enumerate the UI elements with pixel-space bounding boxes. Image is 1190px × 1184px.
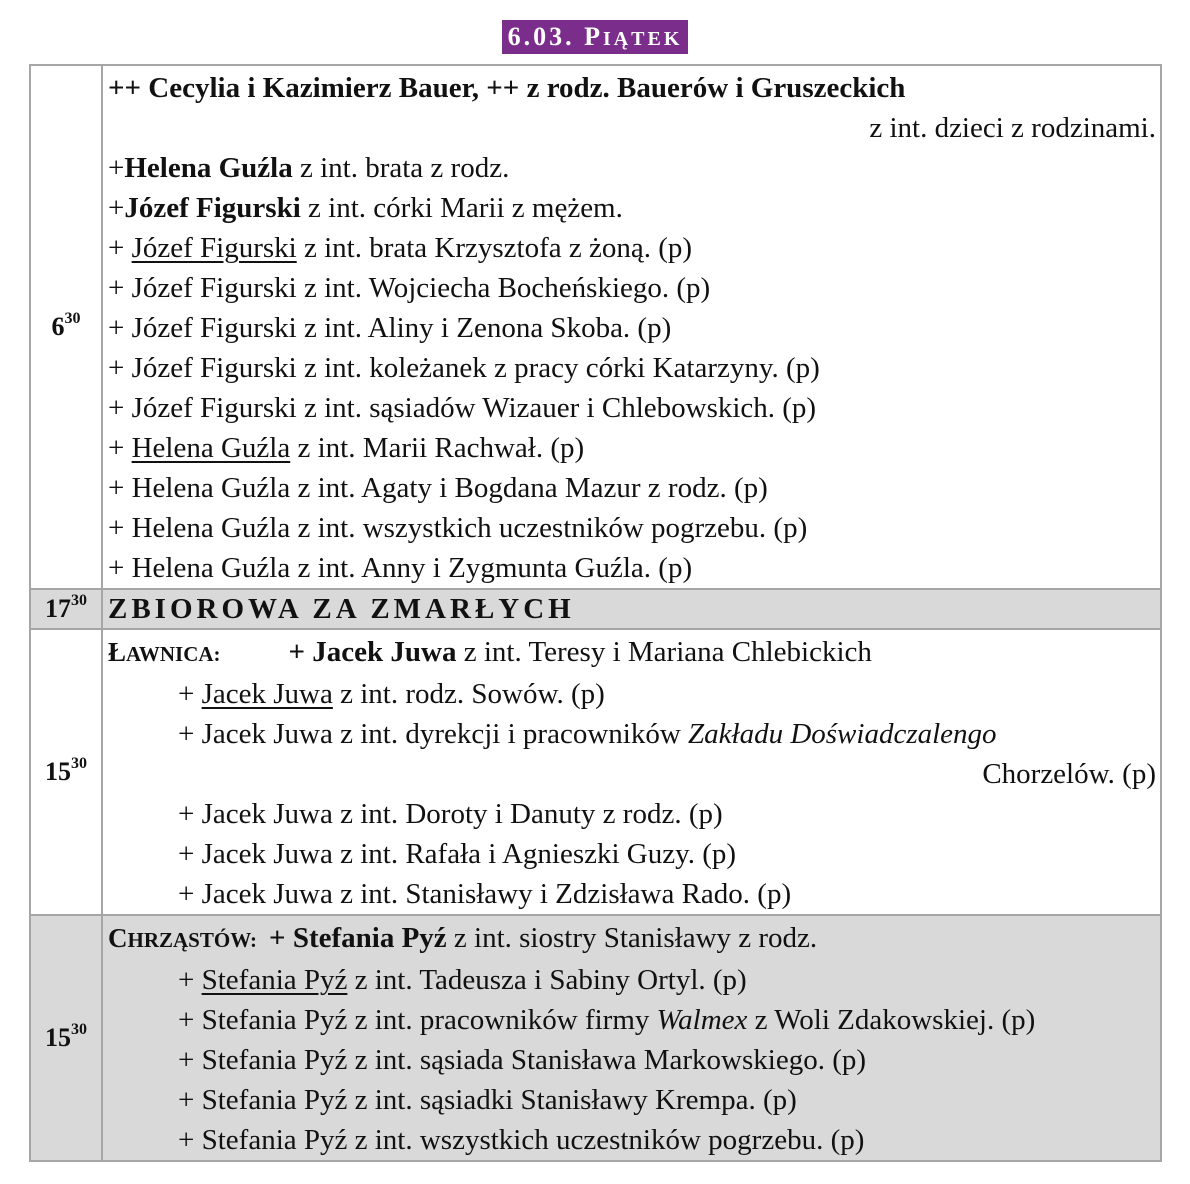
- intention-text: z int. rodz. Sowów. (p): [332, 678, 605, 710]
- intention-text: z int. dzieci z rodzinami.: [869, 112, 1156, 144]
- mass-schedule-table: [29, 64, 1162, 1162]
- intention-text: + Stefania Pyź z int. wszystkich uczestników pogrzebu. (p): [178, 1124, 865, 1156]
- intention-text: + Józef Figurski z int. koleżanek z pracy córki Katarzyny. (p): [108, 352, 820, 384]
- intention-text: + Helena Guźla z int. Anny i Zygmunta Guźla. (p): [108, 552, 693, 584]
- intention-text: z int. Tadeusza i Sabiny Ortyl. (p): [347, 964, 747, 996]
- intention-line: [108, 632, 1156, 674]
- intention-line: [108, 960, 1156, 1000]
- location-rest: AWNICA:: [126, 642, 221, 666]
- schedule-row-3: [30, 629, 1161, 915]
- intention-text: + Stefania Pyź z int. sąsiada Stanisława Markowskiego. (p): [178, 1044, 867, 1076]
- intention-text: + Helena Guźla z int. Agaty i Bogdana Mazur z rodz. (p): [108, 472, 768, 504]
- plus-sign: +: [288, 636, 306, 668]
- intention-line: [108, 548, 1156, 588]
- intention-text: z int. brata z rodz.: [292, 152, 510, 184]
- time-hour: 15: [45, 757, 71, 786]
- intention-text: + Jacek Juwa z int. dyrekcji i pracowników: [178, 718, 689, 750]
- day-name-rest: IĄTEK: [602, 28, 683, 50]
- deceased-name: Stefania Pyź: [201, 964, 348, 996]
- location-label: [108, 923, 257, 953]
- intention-line: [108, 508, 1156, 548]
- time-minutes: 30: [71, 755, 87, 772]
- deceased-name: Stefania Pyź: [292, 922, 447, 954]
- time-minutes: 30: [64, 310, 81, 327]
- intention-line: [108, 108, 1156, 148]
- intention-text: + Jacek Juwa z int. Rafała i Agnieszki Guzy. (p): [178, 838, 737, 870]
- time-hour: 6: [51, 312, 65, 341]
- institution-name: Zakładu Doświadczalengo: [688, 718, 997, 750]
- intention-line: [108, 68, 1156, 108]
- intention-text: z int. Teresy i Mariana Chlebickich: [456, 636, 872, 668]
- intention-line: [108, 1120, 1156, 1160]
- intention-text: z int. brata Krzysztofa z żoną. (p): [296, 232, 693, 264]
- day-name-initial: P: [584, 22, 603, 51]
- deceased-name: Józef Figurski: [131, 232, 297, 264]
- intention-line: [108, 834, 1156, 874]
- intention-line: [108, 714, 1156, 754]
- intention-text: z int. córki Marii z mężem.: [300, 192, 623, 224]
- deceased-name: Jacek Juwa: [201, 678, 333, 710]
- intention-line: [108, 468, 1156, 508]
- intention-text: + Helena Guźla z int. wszystkich uczestników pogrzebu. (p): [108, 512, 808, 544]
- deceased-name: Helena Guźla: [124, 152, 293, 184]
- plus-sign: +: [108, 192, 125, 224]
- intention-line: [108, 1040, 1156, 1080]
- intention-line: [108, 348, 1156, 388]
- intention-text: z Woli Zdakowskiej. (p): [747, 1004, 1036, 1036]
- day-badge: [502, 20, 689, 54]
- intention-line: [108, 388, 1156, 428]
- time-cell: [30, 65, 102, 589]
- plus-sign: +: [108, 152, 125, 184]
- intention-text: ++ Cecylia i Kazimierz Bauer, ++ z rodz. Bauerów i Gruszeckich: [108, 72, 906, 104]
- band-title-text: ZBIOROWA ZA ZMARŁYCH: [108, 593, 575, 625]
- intention-line: [108, 268, 1156, 308]
- time-cell: [30, 589, 102, 629]
- intention-line: [108, 228, 1156, 268]
- intention-line: [108, 1080, 1156, 1120]
- location-initial: C: [108, 923, 128, 953]
- intention-text: z int. Marii Rachwał. (p): [290, 432, 585, 464]
- collective-mass-title: [102, 589, 1161, 629]
- intention-text: Chorzelów. (p): [982, 758, 1156, 790]
- location-label: [108, 637, 221, 667]
- location-rest: HRZĄSTÓW:: [127, 928, 258, 952]
- intention-line: [108, 188, 1156, 228]
- intention-text: + Stefania Pyź z int. pracowników firmy: [178, 1004, 657, 1036]
- intention-line: [108, 148, 1156, 188]
- deceased-name: Helena Guźla: [131, 432, 291, 464]
- time-minutes: 30: [71, 592, 87, 609]
- time-cell: [30, 629, 102, 915]
- plus-sign: +: [108, 432, 132, 464]
- intention-line: [108, 674, 1156, 714]
- intention-line: [108, 794, 1156, 834]
- day-date: 6.03.: [507, 22, 575, 51]
- intentions-cell: [102, 915, 1161, 1161]
- plus-sign: +: [178, 678, 202, 710]
- intention-line: [108, 918, 1156, 960]
- schedule-row-1: [30, 65, 1161, 589]
- time-hour: 17: [45, 594, 71, 623]
- schedule-row-2: [30, 589, 1161, 629]
- plus-sign: +: [178, 964, 202, 996]
- intention-text: + Józef Figurski z int. Wojciecha Bocheńskiego. (p): [108, 272, 711, 304]
- plus-sign: +: [269, 922, 286, 954]
- intention-text: z int. siostry Stanisławy z rodz.: [446, 922, 818, 954]
- intention-text: + Jacek Juwa z int. Stanisławy i Zdzisława Rado. (p): [178, 878, 792, 910]
- intention-line: [108, 308, 1156, 348]
- intention-text: + Jacek Juwa z int. Doroty i Danuty z rodz. (p): [178, 798, 723, 830]
- intention-text: + Stefania Pyź z int. sąsiadki Stanisławy Krempa. (p): [178, 1084, 797, 1116]
- intentions-cell: [102, 65, 1161, 589]
- deceased-name: Józef Figurski: [124, 192, 301, 224]
- deceased-name: Jacek Juwa: [312, 636, 457, 668]
- location-initial: Ł: [108, 637, 127, 667]
- intention-line: [108, 1000, 1156, 1040]
- intention-line: [108, 428, 1156, 468]
- intention-line: [108, 874, 1156, 914]
- time-hour: 15: [45, 1023, 71, 1052]
- day-header: [0, 20, 1190, 54]
- intention-line: [108, 754, 1156, 794]
- intentions-cell: [102, 629, 1161, 915]
- time-minutes: 30: [71, 1021, 87, 1038]
- intention-text: + Józef Figurski z int. sąsiadów Wizauer i Chlebowskich. (p): [108, 392, 817, 424]
- schedule-row-4: [30, 915, 1161, 1161]
- company-name: Walmex: [656, 1004, 748, 1036]
- intention-text: + Józef Figurski z int. Aliny i Zenona Skoba. (p): [108, 312, 672, 344]
- time-cell: [30, 915, 102, 1161]
- plus-sign: +: [108, 232, 132, 264]
